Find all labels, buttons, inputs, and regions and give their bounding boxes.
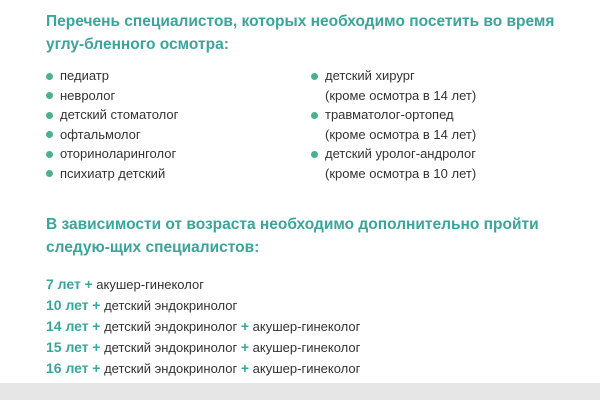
bullet-icon	[46, 170, 53, 177]
bullet-icon	[46, 73, 53, 80]
list-item	[46, 164, 301, 184]
list-item	[311, 105, 571, 144]
footer-band	[0, 383, 600, 400]
bullet-icon	[46, 92, 53, 99]
specialist-name: детский эндокринолог	[104, 361, 238, 376]
list-item	[46, 86, 301, 106]
bullet-icon	[311, 112, 318, 119]
list-item-note: (кроме осмотра в 10 лет)	[325, 165, 477, 181]
age-row	[46, 358, 566, 379]
plus-icon: +	[92, 360, 101, 376]
plus-icon: +	[240, 360, 250, 376]
list-item-label: педиатр	[60, 68, 109, 83]
age-label: 10 лет	[46, 297, 89, 313]
list-item-label: травматолог-ортопед	[325, 107, 454, 122]
list-item-label: детский хирург	[325, 68, 415, 83]
plus-icon: +	[240, 339, 250, 355]
plus-icon: +	[84, 276, 93, 292]
bullet-icon	[311, 73, 318, 80]
age-row	[46, 274, 566, 295]
list-item-note: (кроме осмотра в 14 лет)	[325, 126, 477, 142]
specialists-heading: Перечень специалистов, которых необходимо посетить во время углу-бленного осмотра:	[46, 13, 555, 53]
list-item-note: (кроме осмотра в 14 лет)	[325, 87, 477, 103]
list-item-label: офтальмолог	[60, 126, 141, 142]
age-label: 14 лет	[46, 318, 89, 334]
list-item-label: невролог	[60, 87, 116, 103]
age-specialists-list	[46, 274, 566, 379]
list-item	[46, 66, 301, 86]
age-specialists-heading: В зависимости от возраста необходимо дополнительно пройти следую-щих специалистов:	[46, 216, 539, 256]
plus-icon: +	[92, 339, 101, 355]
list-item	[311, 66, 571, 105]
age-row	[46, 316, 566, 337]
list-item	[311, 144, 571, 183]
specialist-name: акушер-гинеколог	[96, 277, 204, 292]
plus-icon: +	[92, 318, 101, 334]
bullet-icon	[311, 151, 318, 158]
specialist-name: акушер-гинеколог	[252, 340, 361, 355]
specialist-name: детский эндокринолог	[104, 340, 238, 355]
bullet-icon	[46, 151, 53, 158]
specialist-name: акушер-гинеколог	[252, 319, 361, 334]
bullet-icon	[46, 112, 53, 119]
plus-icon: +	[240, 318, 250, 334]
list-item-label: оториноларинголог	[60, 146, 177, 161]
specialists-list-right	[311, 66, 571, 183]
bullet-icon	[46, 131, 53, 138]
list-item	[46, 144, 301, 164]
age-label: 15 лет	[46, 339, 89, 355]
list-item	[46, 105, 301, 125]
age-row	[46, 295, 566, 316]
list-item-label: детский стоматолог	[60, 107, 179, 122]
specialist-name: акушер-гинеколог	[252, 361, 361, 376]
age-row	[46, 337, 566, 358]
list-item	[46, 125, 301, 145]
list-item-label: психиатр детский	[60, 165, 166, 181]
plus-icon: +	[92, 297, 101, 313]
specialist-name: детский эндокринолог	[104, 319, 238, 334]
specialist-name: детский эндокринолог	[104, 298, 238, 313]
age-label: 7 лет	[46, 276, 81, 292]
age-label: 16 лет	[46, 360, 89, 376]
list-item-label: детский уролог-андролог	[325, 146, 476, 161]
specialists-list-left	[46, 66, 301, 183]
